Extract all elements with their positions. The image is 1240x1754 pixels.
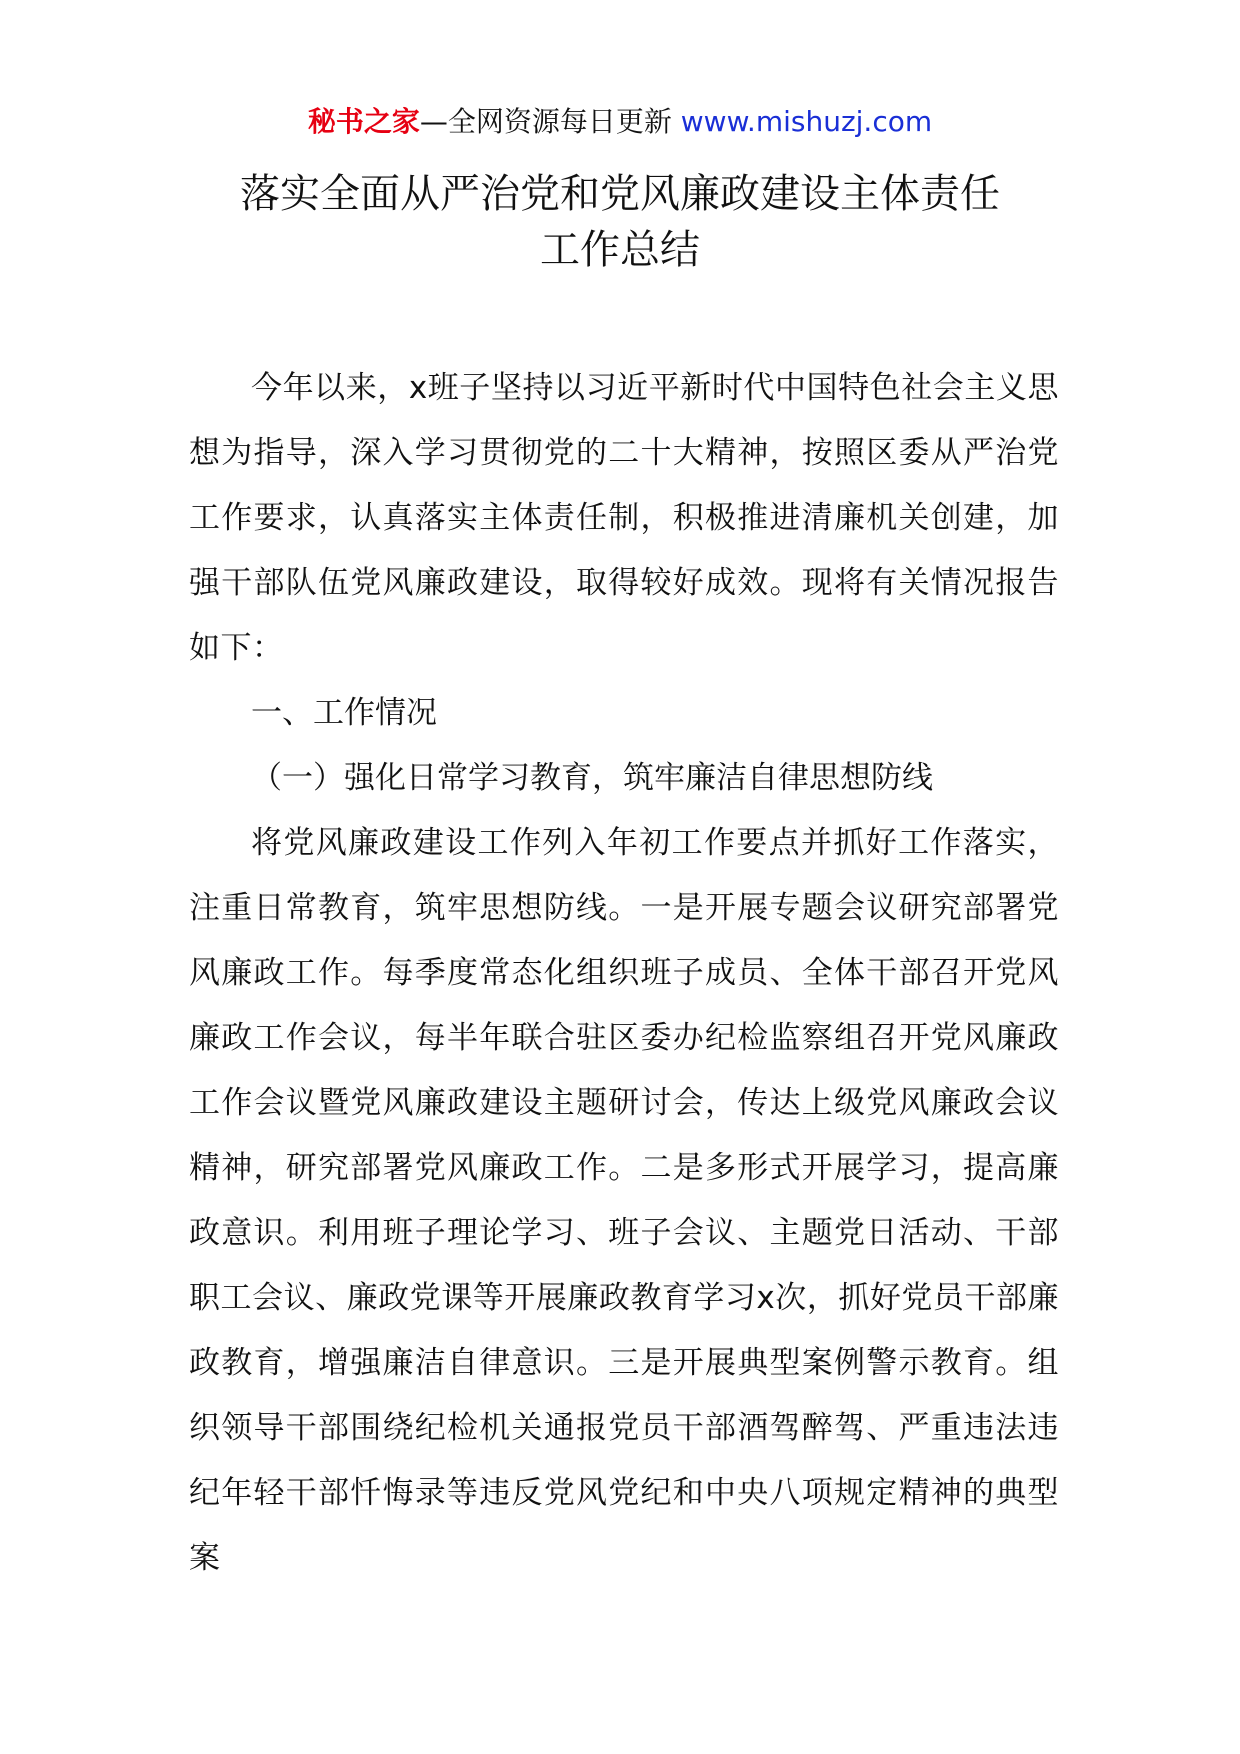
subsection-heading: （一）强化日常学习教育，筑牢廉洁自律思想防线 xyxy=(251,760,933,796)
site-header xyxy=(0,102,1240,142)
subsection-paragraph: 将党风廉政建设工作列入年初工作要点并抓好工作落实，注重日常教育，筑牢思想防线。一是开展专题会议研究部署党风廉政工作。每季度常态化组织班子成员、全体干部召开党风廉政工作会议，每半年联合驻区委办纪检监察组召开党风廉政工作会议暨党风廉政建设主题研讨会，传达上级党风廉政会议精神，研究部署党风廉政工作。二是多形式开展学习，提高廉政意识。利用班子理论学习、班子会议、主题党日活动、干部职工会议、廉政党课等开展廉政教育学习x次，抓好党员干部廉政教育，增强廉洁自律意识。三是开展典型案例警示教育。组织领导干部围绕纪检机关通报党员干部酒驾醉驾、严重违法违纪年轻干部忏悔录等违反党风党纪和中央八项规定精神的典型案 xyxy=(189,825,1059,1576)
title-line-1: 落实全面从严治党和党风廉政建设主体责任 xyxy=(240,171,1000,217)
section-heading: 一、工作情况 xyxy=(251,695,437,731)
site-url-link[interactable]: www.mishuzj.com xyxy=(680,105,933,138)
document-body xyxy=(189,356,1059,1591)
title-line-2: 工作总结 xyxy=(540,227,700,273)
brand-name: 秘书之家 xyxy=(307,105,420,138)
site-tagline: —全网资源每日更新 xyxy=(419,105,681,138)
document-title xyxy=(0,166,1240,278)
intro-paragraph: 今年以来，x班子坚持以习近平新时代中国特色社会主义思想为指导，深入学习贯彻党的二十大精神，按照区委从严治党工作要求，认真落实主体责任制，积极推进清廉机关创建，加强干部队伍党风廉政建设，取得较好成效。现将有关情况报告如下： xyxy=(189,370,1059,666)
